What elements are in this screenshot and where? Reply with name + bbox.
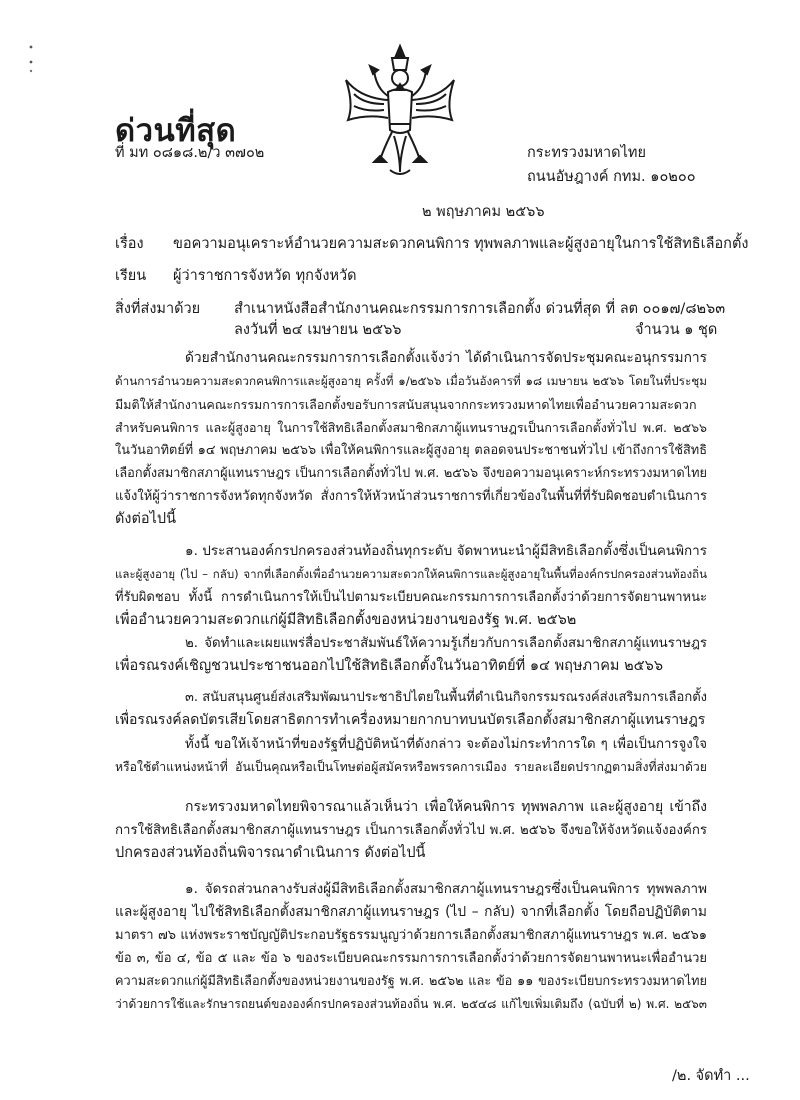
paragraph-line: กระทรวงมหาดไทยพิจารณาแล้วเห็นว่า เพื่อให้คนพิการ ทุพพลภาพ และผู้สูงอายุ เข้าถึง: [185, 799, 707, 815]
recipient-row: [115, 265, 357, 288]
paragraph-line: มีมติให้สำนักงานคณะกรรมการการเลือกตั้งขอรับการสนับสนุนจากกระทรวงมหาดไทยเพื่ออำนวยความสะดวก: [115, 397, 697, 412]
paragraph-line: ปกครองส่วนท้องถิ่นพิจารณาดำเนินการ ดังต่อไปนี้: [115, 845, 426, 861]
enclosure-row: [115, 298, 725, 321]
paragraph-item-1: [115, 540, 707, 632]
subject-text: ขอความอนุเคราะห์อำนวยความสะดวกคนพิการ ทุพพลภาพและผู้สูงอายุในการใช้สิทธิเลือกตั้ง: [173, 236, 749, 252]
paragraph-ministry-decision: [115, 796, 707, 865]
garuda-emblem-icon: [340, 40, 460, 180]
paragraph-intro: [115, 347, 707, 531]
paragraph-line: ๑. ประสานองค์กรปกครองส่วนท้องถิ่นทุกระดับ จัดพาหนะนำผู้มีสิทธิเลือกตั้งซึ่งเป็นคนพิการ: [185, 543, 707, 559]
paragraph-line: ดังต่อไปนี้: [115, 511, 177, 527]
paragraph-line: การใช้สิทธิเลือกตั้งสมาชิกสภาผู้แทนราษฎร เป็นการเลือกตั้งทั่วไป พ.ศ. ๒๕๖๖ จึงขอให้จังหวัดแจ้งองค์กร: [115, 823, 707, 838]
paragraph-line: ๑. จัดรถส่วนกลางรับส่งผู้มีสิทธิเลือกตั้งสมาชิกสภาผู้แทนราษฎรซึ่งเป็นคนพิการ ทุพพลภาพ: [185, 881, 707, 897]
paragraph-note: [115, 733, 707, 779]
paragraph-line: ข้อ ๓, ข้อ ๔, ข้อ ๕ และ ข้อ ๖ ของระเบียบคณะกรรมการการเลือกตั้งว่าด้วยการจัดยานพาหนะเพื่ออำนวย: [115, 951, 707, 966]
paragraph-action-1: [115, 878, 707, 1016]
urgency-heading: ด่วนที่สุด: [115, 113, 237, 149]
paragraph-line: หรือใช้ตำแหน่งหน้าที่ อันเป็นคุณหรือเป็นโทษต่อผู้สมัครหรือพรรคการเมือง รายละเอียดปรากฏตามสิ่งที่ส่งมาด้วย: [115, 760, 707, 774]
paragraph-item-2: [115, 632, 707, 678]
paragraph-line: ในวันอาทิตย์ที่ ๑๔ พฤษภาคม ๒๕๖๖ เพื่อให้คนพิการและผู้สูงอายุ ตลอดจนประชาชนทั่วไป เข้าถึงการใช้สิทธิ: [115, 443, 707, 458]
paragraph-line: ๒. จัดทำและเผยแพร่สื่อประชาสัมพันธ์ให้ความรู้เกี่ยวกับการเลือกตั้งสมาชิกสภาผู้แทนราษฎร: [185, 636, 707, 651]
paragraph-line: แจ้งให้ผู้ว่าราชการจังหวัดทุกจังหวัด สั่งการให้หัวหน้าส่วนราชการที่เกี่ยวข้องในพื้นที่ที่รับผิดชอบดำเนินการ: [115, 489, 707, 504]
ministry-address: ถนนอัษฎางค์ กทม. ๑๐๒๐๐: [527, 169, 696, 185]
recipient-text: ผู้ว่าราชการจังหวัด ทุกจังหวัด: [173, 268, 357, 284]
paragraph-line: เพื่ออำนวยความสะดวกแก่ผู้มีสิทธิเลือกตั้งของหน่วยงานของรัฐ พ.ศ. ๒๕๖๒: [115, 612, 577, 628]
paragraph-item-3: [115, 686, 707, 732]
paragraph-line: ด้วยสำนักงานคณะกรรมการการเลือกตั้งแจ้งว่า ได้ดำเนินการจัดประชุมคณะอนุกรรมการ: [185, 350, 707, 366]
subject-row: [115, 233, 748, 256]
paragraph-line: มาตรา ๗๖ แห่งพระราชบัญญัติประกอบรัฐธรรมนูญว่าด้วยการเลือกตั้งสมาชิกสภาผู้แทนราษฎร พ.ศ. ๒๕๖๑: [115, 928, 707, 943]
margin-marks: [28, 44, 34, 74]
paragraph-line: เพื่อรณรงค์เชิญชวนประชาชนออกไปใช้สิทธิเลือกตั้งในวันอาทิตย์ที่ ๑๔ พฤษภาคม ๒๕๖๖: [115, 658, 664, 674]
paragraph-line: ที่รับผิดชอบ ทั้งนี้ การดำเนินการให้เป็นไปตามระเบียบคณะกรรมการการเลือกตั้งว่าด้วยการจัดยานพาหนะ: [115, 590, 707, 605]
enclosure-text: สำเนาหนังสือสำนักงานคณะกรรมการการเลือกตั้ง ด่วนที่สุด ที่ ลต ๐๐๑๗/๘๒๖๓: [234, 301, 726, 317]
paragraph-line: ทั้งนี้ ขอให้เจ้าหน้าที่ของรัฐที่ปฏิบัติหน้าที่ดังกล่าว จะต้องไม่กระทำการใด ๆ เพื่อเป็นการจูงใจ: [185, 737, 707, 752]
enclosure-date: ลงวันที่ ๒๔ เมษายน ๒๕๖๖: [234, 322, 402, 338]
document-date: ๒ พฤษภาคม ๒๕๖๖: [422, 204, 545, 220]
paragraph-line: เพื่อรณรงค์ลดบัตรเสียโดยสาธิตการทำเครื่องหมายกากบาทบนบัตรเลือกตั้งสมาชิกสภาผู้แทนราษฎร: [115, 712, 706, 728]
paragraph-line: เลือกตั้งสมาชิกสภาผู้แทนราษฎร เป็นการเลือกตั้งทั่วไป พ.ศ. ๒๕๖๖ จึงขอความอนุเคราะห์กระทรวงมหาดไทย: [115, 466, 707, 481]
paragraph-line: ความสะดวกแก่ผู้มีสิทธิเลือกตั้งของหน่วยงานของรัฐ พ.ศ. ๒๕๖๒ และ ข้อ ๑๑ ของระเบียบกระทรวงมหาดไทย: [115, 974, 707, 989]
enclosure-label: สิ่งที่ส่งมาด้วย: [115, 301, 201, 317]
paragraph-line: สำหรับคนพิการ และผู้สูงอายุ ในการใช้สิทธิเลือกตั้งสมาชิกสภาผู้แทนราษฎรเป็นการเลือกตั้งทั่วไป พ.ศ. ๒๕๖๖: [115, 420, 707, 435]
paragraph-line: ว่าด้วยการใช้และรักษารถยนต์ขององค์กรปกครองส่วนท้องถิ่น พ.ศ. ๒๕๔๘ แก้ไขเพิ่มเติมถึง (ฉบับที่ ๒) พ.ศ. ๒๕๖๓: [115, 997, 707, 1011]
document-number: ที่ มท ๐๘๑๘.๒/ว ๓๗๐๒: [115, 145, 265, 161]
paragraph-line: ด้านการอำนวยความสะดวกคนพิการและผู้สูงอายุ ครั้งที่ ๑/๒๕๖๖ เมื่อวันอังคารที่ ๑๘ เมษายน ๒๕๖๖ โดยในที่ประชุม: [115, 374, 707, 388]
paragraph-line: ๓. สนับสนุนศูนย์ส่งเสริมพัฒนาประชาธิปไตยในพื้นที่ดำเนินกิจกรรมรณรงค์ส่งเสริมการเลือกตั้ง: [185, 690, 707, 705]
ministry-name: กระทรวงมหาดไทย: [527, 145, 646, 161]
enclosure-quantity: จำนวน ๑ ชุด: [635, 322, 718, 338]
paragraph-line: และผู้สูงอายุ ไปใช้สิทธิเลือกตั้งสมาชิกสภาผู้แทนราษฎร (ไป – กลับ) จากที่เลือกตั้ง โดยถือปฏิบัติตาม: [115, 904, 707, 920]
recipient-label: เรียน: [115, 268, 147, 284]
subject-label: เรื่อง: [115, 236, 144, 252]
continuation-marker: /๒. จัดทำ ...: [672, 1068, 750, 1084]
paragraph-line: และผู้สูงอายุ (ไป – กลับ) จากที่เลือกตั้งเพื่ออำนวยความสะดวกให้คนพิการและผู้สูงอายุในพื้นที่องค์กรปกครองส่วนท้องถิ่น: [115, 567, 707, 581]
